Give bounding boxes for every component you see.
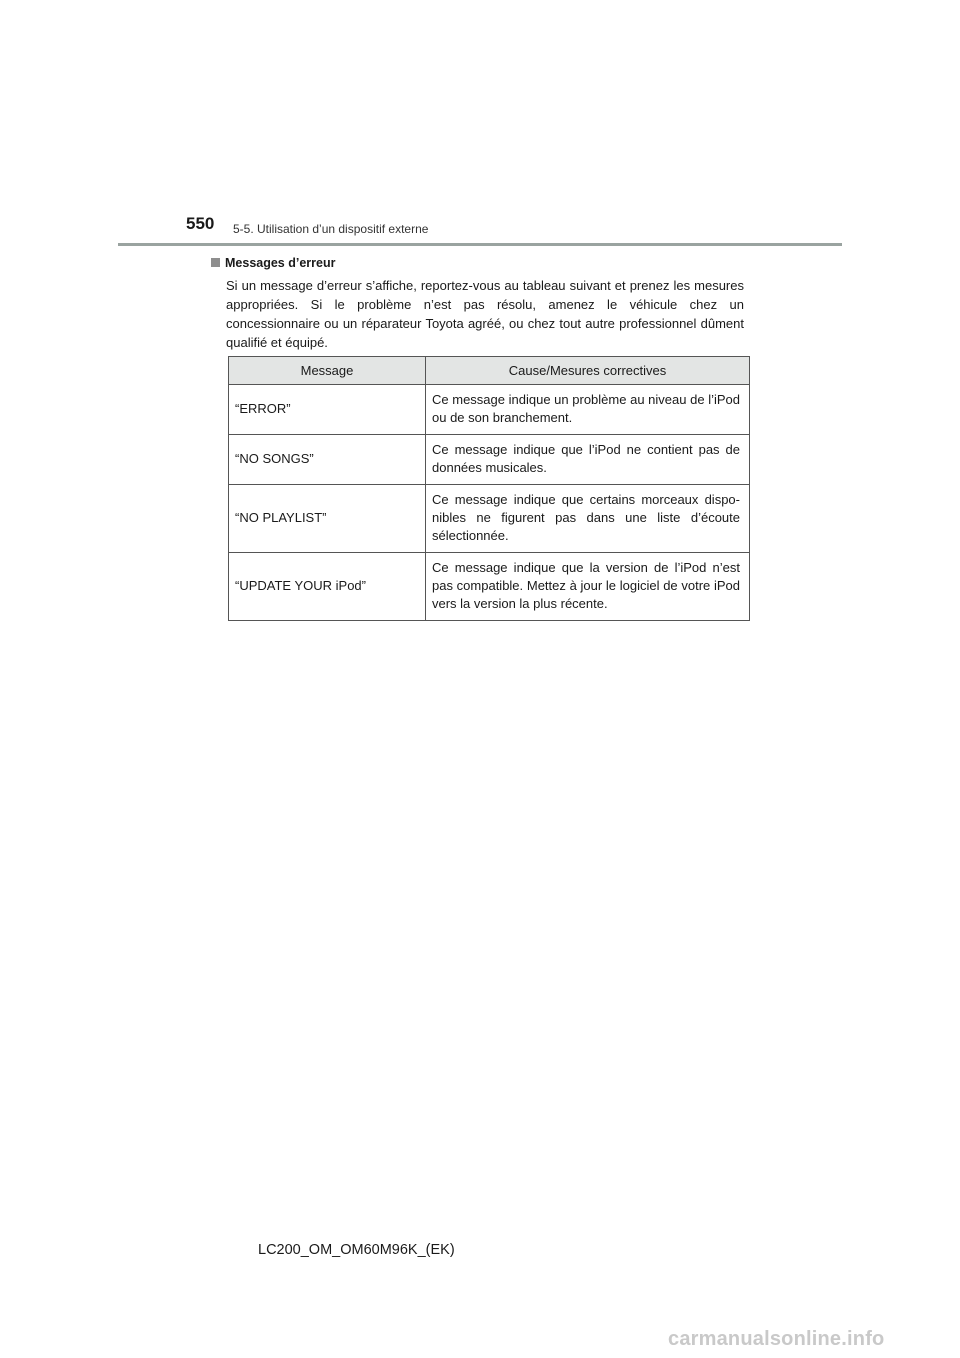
cause-cell: Ce message indique que certains morceaux dispo-nibles ne figurent pas dans une liste d’écoute sélectionnée.	[426, 485, 750, 553]
cause-cell: Ce message indique un problème au niveau de l’iPod ou de son branchement.	[426, 385, 750, 435]
section-heading	[211, 256, 335, 270]
header-rule	[118, 243, 842, 246]
intro-paragraph: Si un message d’erreur s’affiche, reportez-vous au tableau suivant et prenez les mesures appropriées. Si le problème n’est pas résolu, amenez le véhicule chez un concessionnaire ou un réparateur Toyota agréé, ou chez tout autre professionnel dûment qualifié et équipé.	[226, 278, 744, 350]
table-row	[229, 485, 750, 553]
message-cell: “UPDATE YOUR iPod”	[229, 553, 426, 621]
square-bullet-icon	[211, 258, 220, 267]
table-row	[229, 435, 750, 485]
column-header-message: Message	[229, 357, 426, 385]
cause-cell: Ce message indique que l’iPod ne contient pas de données musicales.	[426, 435, 750, 485]
column-header-cause: Cause/Mesures correctives	[426, 357, 750, 385]
table-row	[229, 553, 750, 621]
watermark: carmanualsonline.info	[668, 1328, 885, 1350]
section-title: 5-5. Utilisation d’un dispositif externe	[233, 222, 429, 236]
table-row	[229, 385, 750, 435]
message-cell: “NO SONGS”	[229, 435, 426, 485]
cause-cell: Ce message indique que la version de l’iPod n’est pas compatible. Mettez à jour le logiciel de votre iPod vers la version la plus récente.	[426, 553, 750, 621]
message-cell: “NO PLAYLIST”	[229, 485, 426, 553]
section-heading-text: Messages d’erreur	[225, 256, 336, 270]
message-cell: “ERROR”	[229, 385, 426, 435]
table-header-row	[229, 357, 750, 385]
error-messages-table	[228, 356, 750, 621]
document-code: LC200_OM_OM60M96K_(EK)	[258, 1242, 455, 1258]
page-number: 550	[186, 214, 215, 233]
